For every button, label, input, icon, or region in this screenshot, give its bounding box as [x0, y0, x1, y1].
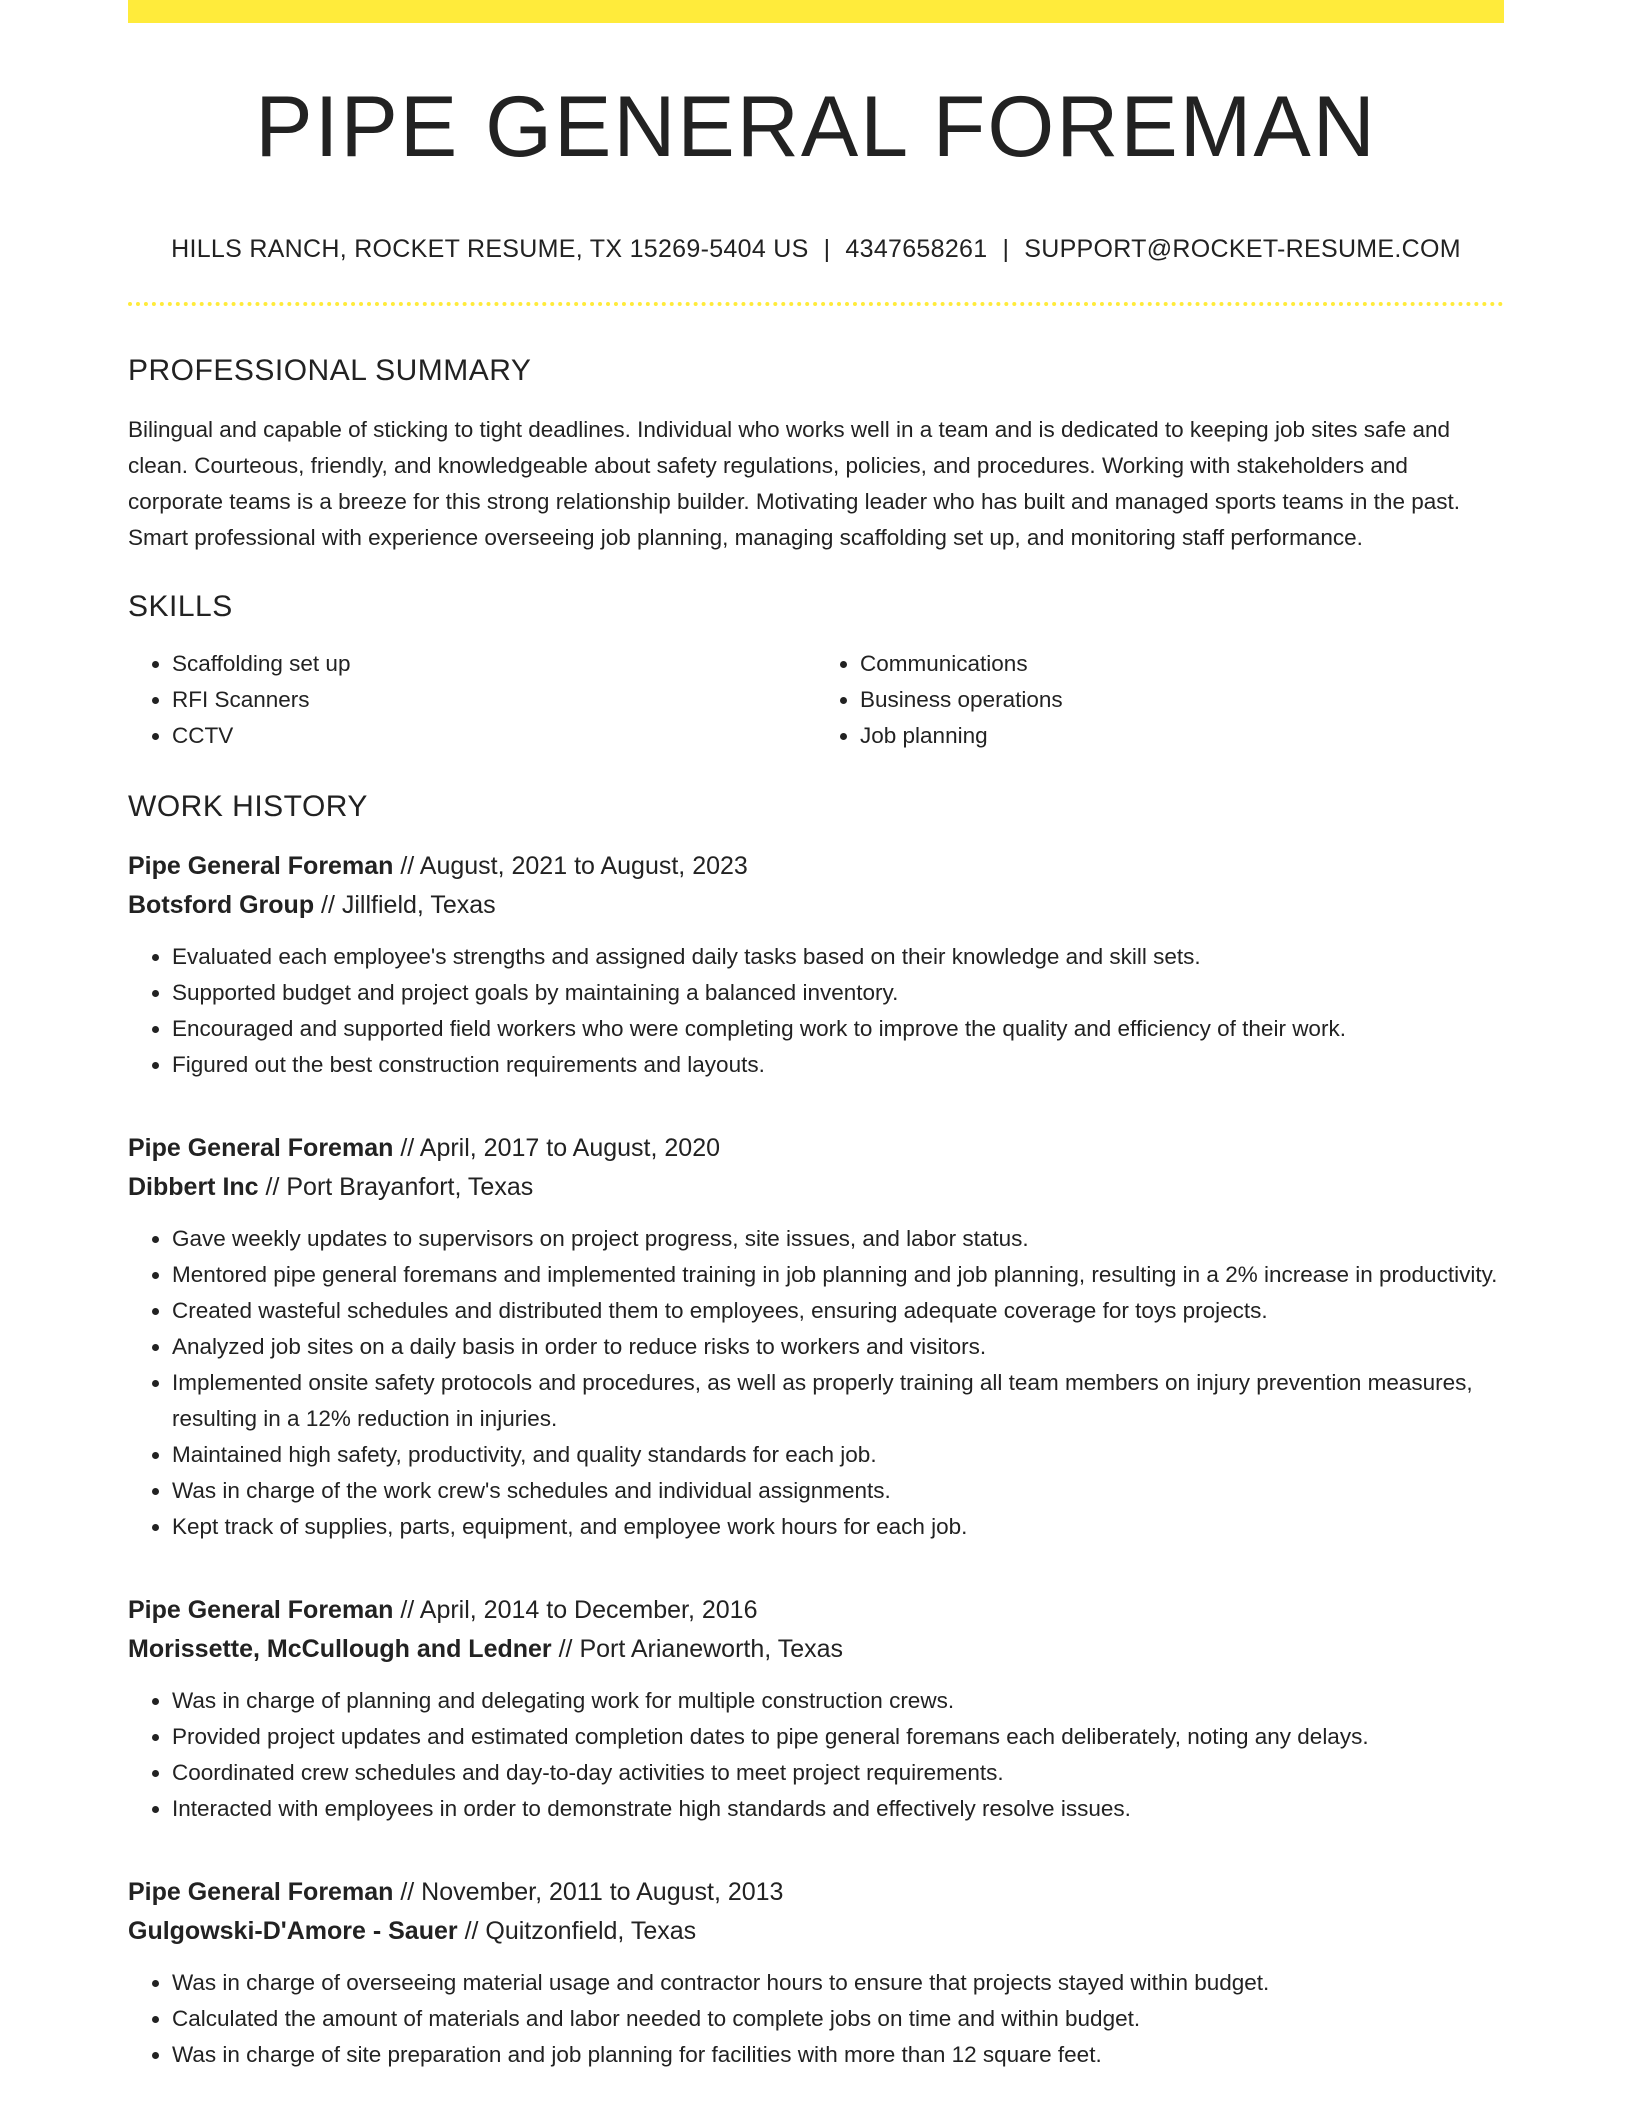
job-company-line — [128, 1912, 1504, 1951]
skill-item: • Scaffolding set up — [172, 646, 816, 682]
job-entry — [128, 1129, 1504, 1545]
skills-column-right — [816, 646, 1504, 754]
job-title-line — [128, 1129, 1504, 1168]
job-company: Dibbert Inc — [128, 1173, 259, 1201]
summary-text: Bilingual and capable of sticking to tight deadlines. Individual who works well in a team and is dedicated to keeping job sites safe and clean. Courteous, friendly, and knowledgeable about safety regulations, policies, and procedures. Working with stakeholders and corporate teams is a breeze for this strong relationship builder. Motivating leader who has built and managed sports teams in the past. Smart professional with experience overseeing job planning, managing scaffolding set up, and monitoring staff performance. — [128, 417, 1460, 550]
skill-item: • Job planning — [860, 718, 1504, 754]
job-bullet: • Created wasteful schedules and distributed them to employees, ensuring adequate coverage for toys projects. — [172, 1293, 1504, 1329]
job-entry — [128, 847, 1504, 1083]
skill-item: • Business operations — [860, 682, 1504, 718]
job-location: // Quitzonfield, Texas — [457, 1917, 697, 1945]
contact-separator: | — [823, 235, 831, 263]
job-bullets — [128, 1965, 1504, 2073]
job-bullets — [128, 939, 1504, 1083]
job-bullet: • Maintained high safety, productivity, and quality standards for each job. — [172, 1437, 1504, 1473]
contact-address: HILLS RANCH, ROCKET RESUME, TX 15269-5404 US — [171, 235, 809, 263]
job-role: Pipe General Foreman — [128, 852, 394, 880]
job-bullet: • Kept track of supplies, parts, equipment, and employee work hours for each job. — [172, 1509, 1504, 1545]
job-bullet: • Interacted with employees in order to demonstrate high standards and effectively resolve issues. — [172, 1791, 1504, 1827]
contact-line — [128, 235, 1504, 264]
job-bullet: • Was in charge of overseeing material usage and contractor hours to ensure that projects stayed within budget. — [172, 1965, 1504, 2001]
job-entry — [128, 1873, 1504, 2073]
header-divider — [128, 302, 1504, 306]
skills-list — [128, 646, 1504, 754]
contact-email: SUPPORT@ROCKET-RESUME.COM — [1024, 235, 1461, 263]
job-bullets — [128, 1683, 1504, 1827]
work-history-heading: WORK HISTORY — [128, 790, 368, 823]
job-dates: // April, 2017 to August, 2020 — [393, 1134, 720, 1162]
job-bullet: • Evaluated each employee's strengths and assigned daily tasks based on their knowledge and skill sets. — [172, 939, 1504, 975]
skill-item: • Communications — [860, 646, 1504, 682]
job-bullet: • Calculated the amount of materials and labor needed to complete jobs on time and within budget. — [172, 2001, 1504, 2037]
job-company-line — [128, 1168, 1504, 1207]
resume-name: PIPE GENERAL FOREMAN — [255, 79, 1377, 175]
job-title-line — [128, 847, 1504, 886]
job-role: Pipe General Foreman — [128, 1878, 394, 1906]
job-bullets — [128, 1221, 1504, 1545]
job-bullet: • Implemented onsite safety protocols and procedures, as well as properly training all team members on injury prevention measures, resulting in a 12% reduction in injuries. — [172, 1365, 1504, 1437]
job-company: Botsford Group — [128, 891, 315, 919]
job-company: Gulgowski-D'Amore - Sauer — [128, 1917, 458, 1945]
job-bullet: • Was in charge of planning and delegating work for multiple construction crews. — [172, 1683, 1504, 1719]
job-bullet: • Supported budget and project goals by maintaining a balanced inventory. — [172, 975, 1504, 1011]
skills-column-left — [128, 646, 816, 754]
job-location: // Jillfield, Texas — [314, 891, 496, 919]
contact-phone: 4347658261 — [845, 235, 988, 263]
job-location: // Port Brayanfort, Texas — [258, 1173, 534, 1201]
job-role: Pipe General Foreman — [128, 1596, 394, 1624]
skill-item: • RFI Scanners — [172, 682, 816, 718]
job-bullet: • Was in charge of the work crew's schedules and individual assignments. — [172, 1473, 1504, 1509]
contact-separator: | — [1002, 235, 1010, 263]
job-entry — [128, 1591, 1504, 1827]
job-company-line — [128, 1630, 1504, 1669]
job-title-line — [128, 1591, 1504, 1630]
job-title-line — [128, 1873, 1504, 1912]
job-bullet: • Was in charge of site preparation and job planning for facilities with more than 12 square feet. — [172, 2037, 1504, 2073]
job-bullet: • Encouraged and supported field workers who were completing work to improve the quality and efficiency of their work. — [172, 1011, 1504, 1047]
job-location: // Port Arianeworth, Texas — [551, 1635, 844, 1663]
summary-heading: PROFESSIONAL SUMMARY — [128, 354, 532, 387]
job-company: Morissette, McCullough and Ledner — [128, 1635, 552, 1663]
job-bullet: • Mentored pipe general foremans and implemented training in job planning and job planning, resulting in a 2% increase in productivity. — [172, 1257, 1504, 1293]
skills-heading: SKILLS — [128, 590, 233, 623]
skill-item: • CCTV — [172, 718, 816, 754]
job-dates: // April, 2014 to December, 2016 — [393, 1596, 758, 1624]
accent-top-bar — [128, 0, 1504, 23]
job-bullet: • Coordinated crew schedules and day-to-day activities to meet project requirements. — [172, 1755, 1504, 1791]
job-bullet: • Analyzed job sites on a daily basis in order to reduce risks to workers and visitors. — [172, 1329, 1504, 1365]
job-bullet: • Provided project updates and estimated completion dates to pipe general foremans each deliberately, noting any delays. — [172, 1719, 1504, 1755]
job-dates: // August, 2021 to August, 2023 — [393, 852, 748, 880]
job-role: Pipe General Foreman — [128, 1134, 394, 1162]
resume-page — [128, 0, 1504, 2073]
job-dates: // November, 2011 to August, 2013 — [393, 1878, 784, 1906]
job-bullet: • Figured out the best construction requirements and layouts. — [172, 1047, 1504, 1083]
job-company-line — [128, 886, 1504, 925]
job-bullet: • Gave weekly updates to supervisors on project progress, site issues, and labor status. — [172, 1221, 1504, 1257]
